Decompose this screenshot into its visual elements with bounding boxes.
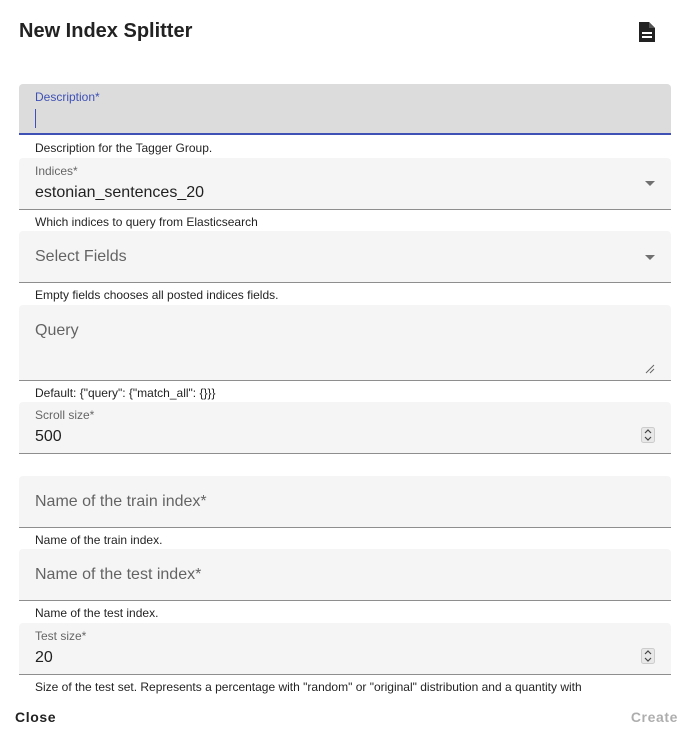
indices-select[interactable] (19, 158, 671, 210)
number-spinner-icon[interactable] (641, 648, 655, 664)
query-textarea[interactable] (19, 305, 671, 381)
scroll-size-input[interactable]: 500 (35, 428, 62, 445)
test-size-input[interactable]: 20 (35, 649, 53, 666)
test-index-hint: Name of the test index. (35, 606, 159, 620)
chevron-down-icon[interactable] (645, 181, 655, 186)
scroll-size-label: Scroll size* (35, 408, 95, 422)
number-spinner-icon[interactable] (641, 427, 655, 443)
query-placeholder: Query (35, 322, 79, 339)
train-index-field[interactable] (19, 476, 671, 528)
description-field[interactable] (19, 84, 671, 135)
close-button[interactable]: Close (15, 709, 57, 725)
resize-handle-icon[interactable] (645, 364, 655, 374)
test-size-label: Test size* (35, 629, 87, 643)
test-size-hint: Size of the test set. Represents a percentage with "random" or "original" distribution and a quantity with (35, 680, 582, 694)
indices-label: Indices* (35, 164, 78, 178)
test-index-placeholder: Name of the test index* (35, 566, 202, 583)
train-index-hint: Name of the train index. (35, 533, 163, 547)
test-size-field[interactable] (19, 623, 671, 675)
indices-value: estonian_sentences_20 (35, 184, 205, 201)
create-button[interactable]: Create (630, 709, 678, 725)
text-cursor (35, 109, 36, 128)
fields-select[interactable] (19, 231, 671, 283)
description-hint: Description for the Tagger Group. (35, 141, 213, 155)
indices-hint: Which indices to query from Elasticsearch (35, 215, 258, 229)
fields-hint: Empty fields chooses all posted indices fields. (35, 288, 279, 302)
fields-placeholder: Select Fields (35, 248, 127, 265)
test-index-field[interactable] (19, 549, 671, 601)
query-hint: Default: {"query": {"match_all": {}}} (35, 386, 216, 400)
description-label: Description* (35, 90, 100, 104)
dialog-actions (0, 700, 691, 745)
train-index-placeholder: Name of the train index* (35, 493, 207, 510)
chevron-down-icon[interactable] (645, 255, 655, 260)
dialog-title: New Index Splitter (19, 20, 193, 42)
scroll-size-field[interactable] (19, 402, 671, 454)
